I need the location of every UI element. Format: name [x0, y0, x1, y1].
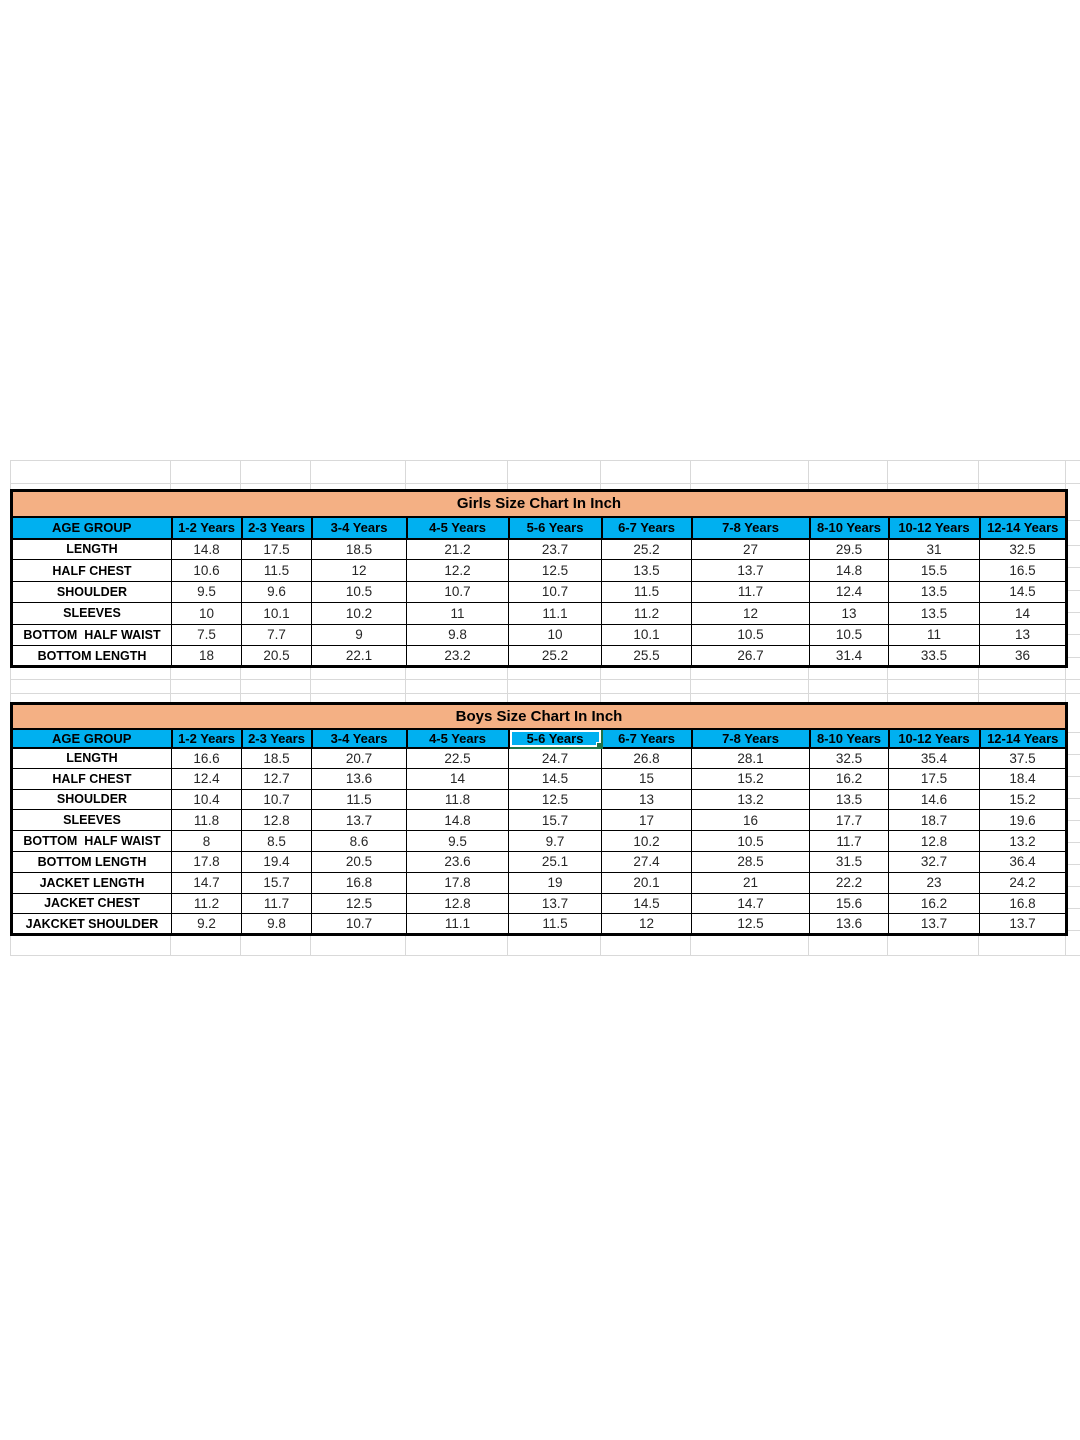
column-header-label: 5-6 Years: [526, 730, 584, 746]
row-label[interactable]: BOTTOM LENGTH: [12, 645, 172, 666]
value-cell[interactable]: 11.5: [509, 914, 602, 935]
value-cell[interactable]: 10.5: [810, 624, 889, 645]
value-cell[interactable]: 12.5: [509, 789, 602, 810]
boys-row-jacket-chest: [12, 893, 1067, 914]
column-header-label: 7-8 Years: [722, 730, 779, 746]
girls-column-header-8-10-years[interactable]: [810, 517, 889, 539]
value-cell[interactable]: 22.5: [407, 748, 509, 769]
value-cell[interactable]: 13: [602, 789, 692, 810]
column-header-label: 8-10 Years: [816, 730, 882, 746]
value-cell[interactable]: 9.8: [407, 624, 509, 645]
row-label[interactable]: JACKET LENGTH: [12, 872, 172, 893]
value-cell[interactable]: 9.7: [509, 831, 602, 852]
value-cell[interactable]: 20.5: [312, 851, 407, 872]
value-cell[interactable]: 12.4: [172, 768, 242, 789]
value-cell[interactable]: 10.4: [172, 789, 242, 810]
girls-row-bottom-length: [12, 645, 1067, 666]
row-label[interactable]: HALF CHEST: [12, 768, 172, 789]
value-cell[interactable]: 16: [692, 810, 810, 831]
boys-table-title[interactable]: Boys Size Chart In Inch: [12, 704, 1067, 729]
value-cell[interactable]: 10.5: [312, 581, 407, 602]
value-cell[interactable]: 33.5: [889, 645, 980, 666]
column-header-label: AGE GROUP: [52, 520, 132, 535]
value-cell[interactable]: 14.8: [172, 539, 242, 560]
value-cell[interactable]: 20.5: [242, 645, 312, 666]
girls-column-header-5-6-years[interactable]: [509, 517, 602, 539]
value-cell[interactable]: 14.7: [172, 872, 242, 893]
value-cell[interactable]: 22.2: [810, 872, 889, 893]
value-cell[interactable]: 14.6: [889, 789, 980, 810]
value-cell[interactable]: 11.5: [242, 560, 312, 581]
value-cell[interactable]: 24.2: [980, 872, 1067, 893]
girls-column-header-2-3-years[interactable]: [242, 517, 312, 539]
value-cell[interactable]: 28.5: [692, 851, 810, 872]
girls-row-sleeves: [12, 603, 1067, 624]
girls-table-title[interactable]: Girls Size Chart In Inch: [12, 491, 1067, 517]
value-cell[interactable]: 18.7: [889, 810, 980, 831]
boys-column-header-8-10-years[interactable]: [810, 729, 889, 748]
value-cell[interactable]: 28.1: [692, 748, 810, 769]
value-cell[interactable]: 25.2: [509, 645, 602, 666]
value-cell[interactable]: 15.7: [242, 872, 312, 893]
value-cell[interactable]: 23: [889, 872, 980, 893]
row-label[interactable]: HALF CHEST: [12, 560, 172, 581]
girls-column-header-1-2-years[interactable]: [172, 517, 242, 539]
value-cell[interactable]: 8: [172, 831, 242, 852]
column-header-label: 6-7 Years: [618, 730, 675, 746]
value-cell[interactable]: 9.5: [407, 831, 509, 852]
value-cell[interactable]: 11.2: [172, 893, 242, 914]
value-cell[interactable]: 11.7: [692, 581, 810, 602]
value-cell[interactable]: 15.2: [980, 789, 1067, 810]
value-cell[interactable]: 12.8: [889, 831, 980, 852]
value-cell[interactable]: 9.2: [172, 914, 242, 935]
girls-column-header-7-8-years[interactable]: [692, 517, 810, 539]
value-cell[interactable]: 16.8: [980, 893, 1067, 914]
column-header-label: 2-3 Years: [248, 520, 305, 535]
value-cell[interactable]: 13.7: [889, 914, 980, 935]
value-cell[interactable]: 37.5: [980, 748, 1067, 769]
girls-row-bottom-half-waist: [12, 624, 1067, 645]
row-label[interactable]: BOTTOM LENGTH: [12, 851, 172, 872]
value-cell[interactable]: 18.4: [980, 768, 1067, 789]
value-cell[interactable]: 18.5: [242, 748, 312, 769]
value-cell[interactable]: 20.7: [312, 748, 407, 769]
value-cell[interactable]: 14.5: [980, 581, 1067, 602]
value-cell[interactable]: 15.5: [889, 560, 980, 581]
value-cell[interactable]: 15.7: [509, 810, 602, 831]
row-label[interactable]: SLEEVES: [12, 603, 172, 624]
boys-row-shoulder: [12, 789, 1067, 810]
value-cell[interactable]: 13.5: [889, 603, 980, 624]
column-header-label: 6-7 Years: [618, 520, 675, 535]
row-label[interactable]: LENGTH: [12, 748, 172, 769]
value-cell[interactable]: 19.6: [980, 810, 1067, 831]
girls-table-body: [12, 539, 1067, 667]
girls-title-row: [12, 491, 1067, 517]
value-cell[interactable]: 10.1: [242, 603, 312, 624]
boys-selected-cell-5-6-years[interactable]: [509, 729, 602, 748]
column-header-label: 12-14 Years: [987, 730, 1059, 746]
value-cell[interactable]: 12: [602, 914, 692, 935]
girls-column-header-6-7-years[interactable]: [602, 517, 692, 539]
boys-column-header-10-12-years[interactable]: [889, 729, 980, 748]
value-cell[interactable]: 11.2: [602, 603, 692, 624]
value-cell[interactable]: 10.7: [242, 789, 312, 810]
column-header-label: 10-12 Years: [898, 730, 970, 746]
row-label[interactable]: JAKCKET SHOULDER: [12, 914, 172, 935]
row-label[interactable]: SHOULDER: [12, 789, 172, 810]
boys-row-label-header[interactable]: [12, 729, 172, 748]
gridline-horizontal: [10, 460, 1080, 461]
value-cell[interactable]: 10.7: [312, 914, 407, 935]
girls-row-length: [12, 539, 1067, 560]
boys-header-row: [12, 729, 1067, 748]
value-cell[interactable]: 9: [312, 624, 407, 645]
value-cell[interactable]: 25.1: [509, 851, 602, 872]
value-cell[interactable]: 35.4: [889, 748, 980, 769]
value-cell[interactable]: 10.7: [509, 581, 602, 602]
value-cell[interactable]: 10.1: [602, 624, 692, 645]
column-header-label: 1-2 Years: [178, 730, 235, 746]
row-label[interactable]: JACKET CHEST: [12, 893, 172, 914]
value-cell[interactable]: 18: [172, 645, 242, 666]
row-label[interactable]: BOTTOM HALF WAIST: [12, 624, 172, 645]
value-cell[interactable]: 12: [312, 560, 407, 581]
value-cell[interactable]: 17.5: [242, 539, 312, 560]
column-header-label: 7-8 Years: [722, 520, 779, 535]
boys-row-length: [12, 748, 1067, 769]
value-cell[interactable]: 11.8: [172, 810, 242, 831]
value-cell[interactable]: 11: [889, 624, 980, 645]
value-cell[interactable]: 16.8: [312, 872, 407, 893]
value-cell[interactable]: 31.4: [810, 645, 889, 666]
value-cell[interactable]: 25.2: [602, 539, 692, 560]
value-cell[interactable]: 17.7: [810, 810, 889, 831]
value-cell[interactable]: 16.2: [889, 893, 980, 914]
value-cell[interactable]: 13.2: [980, 831, 1067, 852]
value-cell[interactable]: 10.2: [312, 603, 407, 624]
boys-table-body: [12, 748, 1067, 935]
value-cell[interactable]: 11.5: [312, 789, 407, 810]
boys-column-header-1-2-years[interactable]: [172, 729, 242, 748]
value-cell[interactable]: 8.6: [312, 831, 407, 852]
girls-size-chart-table: [10, 489, 1068, 668]
value-cell[interactable]: 14.5: [509, 768, 602, 789]
girls-header-row: [12, 517, 1067, 539]
value-cell[interactable]: 32.7: [889, 851, 980, 872]
value-cell[interactable]: 24.7: [509, 748, 602, 769]
row-label[interactable]: SHOULDER: [12, 581, 172, 602]
value-cell[interactable]: 13.7: [692, 560, 810, 581]
value-cell[interactable]: 10.7: [407, 581, 509, 602]
column-header-label: 12-14 Years: [987, 520, 1059, 535]
value-cell[interactable]: 26.7: [692, 645, 810, 666]
boys-column-header-2-3-years[interactable]: [242, 729, 312, 748]
value-cell[interactable]: 12.2: [407, 560, 509, 581]
value-cell[interactable]: 31: [889, 539, 980, 560]
value-cell[interactable]: 14: [980, 603, 1067, 624]
value-cell[interactable]: 16.6: [172, 748, 242, 769]
boys-column-header-3-4-years[interactable]: [312, 729, 407, 748]
value-cell[interactable]: 14.8: [407, 810, 509, 831]
value-cell[interactable]: 9.5: [172, 581, 242, 602]
gridline-horizontal: [10, 679, 1080, 680]
value-cell[interactable]: 21: [692, 872, 810, 893]
value-cell[interactable]: 7.7: [242, 624, 312, 645]
value-cell[interactable]: 27: [692, 539, 810, 560]
girls-row-shoulder: [12, 581, 1067, 602]
value-cell[interactable]: 14.8: [810, 560, 889, 581]
value-cell[interactable]: 17.8: [407, 872, 509, 893]
value-cell[interactable]: 13.5: [602, 560, 692, 581]
column-header-label: 10-12 Years: [898, 520, 970, 535]
value-cell[interactable]: 21.2: [407, 539, 509, 560]
value-cell[interactable]: 26.8: [602, 748, 692, 769]
value-cell[interactable]: 23.7: [509, 539, 602, 560]
boys-column-header-6-7-years[interactable]: [602, 729, 692, 748]
column-header-label: 4-5 Years: [429, 730, 486, 746]
value-cell[interactable]: 11.7: [810, 831, 889, 852]
gridline-horizontal: [10, 483, 1080, 484]
value-cell[interactable]: 12.4: [810, 581, 889, 602]
row-label[interactable]: BOTTOM HALF WAIST: [12, 831, 172, 852]
value-cell[interactable]: 20.1: [602, 872, 692, 893]
value-cell[interactable]: 11.5: [602, 581, 692, 602]
value-cell[interactable]: 27.4: [602, 851, 692, 872]
value-cell[interactable]: 14: [407, 768, 509, 789]
value-cell[interactable]: 15.2: [692, 768, 810, 789]
value-cell[interactable]: 19.4: [242, 851, 312, 872]
value-cell[interactable]: 16.2: [810, 768, 889, 789]
column-header-label: 3-4 Years: [330, 730, 388, 746]
column-header-label: 4-5 Years: [429, 520, 486, 535]
value-cell[interactable]: 11.8: [407, 789, 509, 810]
value-cell[interactable]: 25.5: [602, 645, 692, 666]
value-cell[interactable]: 9.6: [242, 581, 312, 602]
value-cell[interactable]: 12.7: [242, 768, 312, 789]
value-cell[interactable]: 22.1: [312, 645, 407, 666]
column-header-label: 3-4 Years: [330, 520, 388, 535]
value-cell[interactable]: 7.5: [172, 624, 242, 645]
value-cell[interactable]: 12.5: [312, 893, 407, 914]
value-cell[interactable]: 13.5: [810, 789, 889, 810]
girls-row-label-header[interactable]: [12, 517, 172, 539]
value-cell[interactable]: 17.5: [889, 768, 980, 789]
value-cell[interactable]: 8.5: [242, 831, 312, 852]
column-header-label: 2-3 Years: [248, 730, 305, 746]
column-header-label: 1-2 Years: [178, 520, 235, 535]
value-cell[interactable]: 12.5: [509, 560, 602, 581]
girls-column-header-4-5-years[interactable]: [407, 517, 509, 539]
column-header-label: AGE GROUP: [52, 730, 132, 746]
value-cell[interactable]: 10.5: [692, 831, 810, 852]
value-cell[interactable]: 14.7: [692, 893, 810, 914]
column-header-label: 8-10 Years: [816, 520, 882, 535]
boys-row-sleeves: [12, 810, 1067, 831]
value-cell[interactable]: 12.5: [692, 914, 810, 935]
girls-column-header-3-4-years[interactable]: [312, 517, 407, 539]
boys-row-bottom-length: [12, 851, 1067, 872]
value-cell[interactable]: 36: [980, 645, 1067, 666]
value-cell[interactable]: 13: [810, 603, 889, 624]
value-cell[interactable]: 36.4: [980, 851, 1067, 872]
value-cell[interactable]: 11.7: [242, 893, 312, 914]
value-cell[interactable]: 17: [602, 810, 692, 831]
boys-row-half-chest: [12, 768, 1067, 789]
value-cell[interactable]: 13.6: [810, 914, 889, 935]
boys-row-jakcket-shoulder: [12, 914, 1067, 935]
value-cell[interactable]: 12: [692, 603, 810, 624]
column-header-label: 5-6 Years: [526, 520, 584, 535]
value-cell[interactable]: 10.2: [602, 831, 692, 852]
value-cell[interactable]: 31.5: [810, 851, 889, 872]
boys-column-header-12-14-years[interactable]: [980, 729, 1067, 748]
boys-column-header-4-5-years[interactable]: [407, 729, 509, 748]
value-cell[interactable]: 12.8: [407, 893, 509, 914]
girls-column-header-12-14-years[interactable]: [980, 517, 1067, 539]
gridline-horizontal: [10, 955, 1080, 956]
value-cell[interactable]: 11.1: [509, 603, 602, 624]
value-cell[interactable]: 19: [509, 872, 602, 893]
value-cell[interactable]: 15.6: [810, 893, 889, 914]
value-cell[interactable]: 12.8: [242, 810, 312, 831]
gridline-horizontal: [10, 693, 1080, 694]
girls-column-header-10-12-years[interactable]: [889, 517, 980, 539]
boys-title-row: [12, 704, 1067, 729]
value-cell[interactable]: 32.5: [980, 539, 1067, 560]
value-cell[interactable]: 11: [407, 603, 509, 624]
value-cell[interactable]: 13.7: [312, 810, 407, 831]
value-cell[interactable]: 29.5: [810, 539, 889, 560]
value-cell[interactable]: 10.5: [692, 624, 810, 645]
value-cell[interactable]: 17.8: [172, 851, 242, 872]
value-cell[interactable]: 15: [602, 768, 692, 789]
value-cell[interactable]: 10: [172, 603, 242, 624]
girls-row-half-chest: [12, 560, 1067, 581]
value-cell[interactable]: 10: [509, 624, 602, 645]
value-cell[interactable]: 13.2: [692, 789, 810, 810]
value-cell[interactable]: 23.2: [407, 645, 509, 666]
boys-column-header-7-8-years[interactable]: [692, 729, 810, 748]
value-cell[interactable]: 10.6: [172, 560, 242, 581]
value-cell[interactable]: 18.5: [312, 539, 407, 560]
value-cell[interactable]: 14.5: [602, 893, 692, 914]
value-cell[interactable]: 11.1: [407, 914, 509, 935]
value-cell[interactable]: 9.8: [242, 914, 312, 935]
value-cell[interactable]: 13.7: [980, 914, 1067, 935]
value-cell[interactable]: 16.5: [980, 560, 1067, 581]
value-cell[interactable]: 13: [980, 624, 1067, 645]
value-cell[interactable]: 13.5: [889, 581, 980, 602]
boys-size-chart-table: [10, 702, 1068, 936]
value-cell[interactable]: 32.5: [810, 748, 889, 769]
value-cell[interactable]: 13.6: [312, 768, 407, 789]
boys-row-bottom-half-waist: [12, 831, 1067, 852]
row-label[interactable]: SLEEVES: [12, 810, 172, 831]
boys-row-jacket-length: [12, 872, 1067, 893]
value-cell[interactable]: 13.7: [509, 893, 602, 914]
row-label[interactable]: LENGTH: [12, 539, 172, 560]
value-cell[interactable]: 23.6: [407, 851, 509, 872]
